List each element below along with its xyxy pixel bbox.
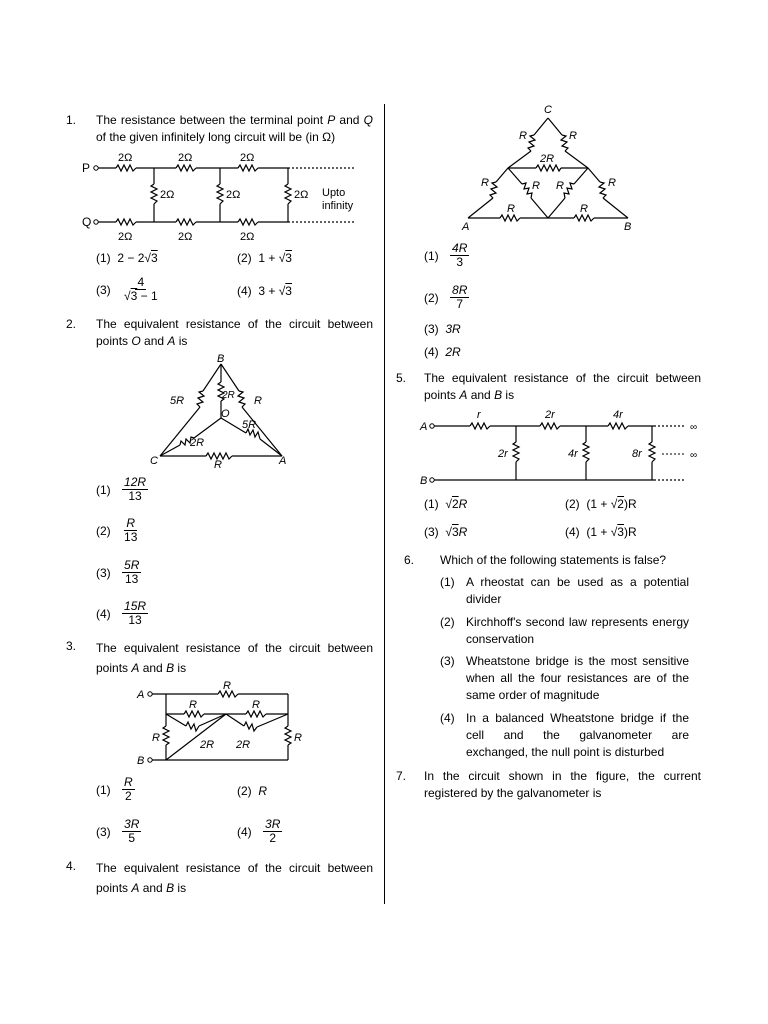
q5-option-4 <box>565 525 637 539</box>
q3-option-3-numerator: 3R <box>124 817 140 831</box>
sqrt-icon: √ <box>610 525 618 539</box>
q3-text <box>96 638 373 678</box>
q1-option-3-den-tail: − 1 <box>137 289 158 303</box>
q2-option-3 <box>96 559 141 586</box>
q2-option-4-label: (4) <box>96 606 111 621</box>
q2-option-3-fraction <box>122 559 141 586</box>
q2-option-4-fraction <box>122 600 148 627</box>
q3-circuit-figure <box>134 680 304 770</box>
q1-fig-r-shunt-2: 2Ω <box>226 189 241 201</box>
q4-fig-node-b: B <box>624 221 632 233</box>
q3-text-a: The equivalent resistance of the circuit between points <box>96 641 373 675</box>
q2-text-c: is <box>175 334 188 348</box>
q6-option-3-label: (3) <box>440 654 455 668</box>
q1-option-3-denominator <box>122 290 160 303</box>
q3-option-4-numerator: 3R <box>265 817 281 831</box>
q2-text-a: The equivalent resistance of the circuit between points <box>96 317 373 348</box>
q1-ladder-circuit-figure <box>80 146 370 242</box>
q1-fig-r-shunt-3: 2Ω <box>294 189 309 201</box>
q2-option-1-denominator: 13 <box>128 489 142 503</box>
q4-option-2-fraction <box>450 284 469 311</box>
q5-option-1-label: (1) <box>424 497 439 511</box>
q3-option-4-fraction <box>263 818 282 845</box>
q2-fig-r-ba: R <box>254 395 262 407</box>
q6-text: Which of the following statements is false? <box>440 553 667 567</box>
q5-option-4-prefix: (1 + <box>586 525 611 539</box>
q2-option-2-numerator: R <box>126 516 136 530</box>
q6-option-3-text: Wheatstone bridge is the most sensitive when all the four resistances are of the same order of magnitude <box>466 654 689 702</box>
q3-fig-terminal-b: B <box>137 755 145 767</box>
q3-option-3-denominator: 5 <box>128 831 136 845</box>
q3-option-3 <box>96 818 141 845</box>
q5-option-1 <box>424 497 467 511</box>
q1-option-2 <box>237 251 292 265</box>
q3-option-1-label: (1) <box>96 782 111 797</box>
q6-number: 6. <box>404 553 415 567</box>
q3-text-a-point: A <box>131 661 140 675</box>
q1-option-1-value-a: 2 − 2 <box>117 251 145 265</box>
q4-option-4 <box>424 345 461 359</box>
q5-option-3-unit: R <box>458 525 468 539</box>
q7-text: In the circuit shown in the figure, the current registered by the galvanometer is <box>424 769 701 800</box>
q5-fig-terminal-b: B <box>420 475 428 487</box>
q3-option-2 <box>237 784 267 798</box>
q5-fig-r-shunt-3: 8r <box>632 448 642 460</box>
q3-text-b: and <box>139 661 167 675</box>
q4-number: 4. <box>66 859 77 873</box>
q4-option-3-value: 3R <box>445 322 461 336</box>
q3-option-1-denominator: 2 <box>125 789 132 803</box>
column-divider <box>384 104 385 904</box>
q1-fig-r-bottom-3: 2Ω <box>240 231 255 242</box>
q1-fig-r-shunt-1: 2Ω <box>160 189 175 201</box>
q4-option-1 <box>424 242 469 269</box>
q5-fig-r-shunt-2: 4r <box>568 448 578 460</box>
q2-fig-node-a: A <box>279 455 287 467</box>
q4-text-a: The equivalent resistance of the circuit between points <box>96 861 373 895</box>
q4-option-1-label: (1) <box>424 248 439 263</box>
q1-option-3-fraction <box>122 276 160 303</box>
q1-text-c: of the given infinitely long circuit will be (in Ω) <box>96 130 336 144</box>
q4-fig-r-cl: R <box>519 130 527 142</box>
q2-text-b: and <box>140 334 168 348</box>
q5-option-2-suffix: )R <box>623 497 637 511</box>
q4-fig-r-rm: R <box>556 180 564 192</box>
q1-fig-terminal-p: P <box>82 161 91 175</box>
q3-text-b-point: B <box>166 661 175 675</box>
q3-fig-r-mid-right: R <box>252 699 260 711</box>
q4-fig-r-lr: 2R <box>540 153 555 165</box>
q4-option-2-label: (2) <box>424 290 439 305</box>
q4-text <box>96 858 373 898</box>
q3-fig-r-diag-right: 2R <box>236 739 251 751</box>
q2-option-2 <box>96 517 139 544</box>
q6-option-1-label: (1) <box>440 575 455 589</box>
sqrt-icon: √ <box>445 497 452 511</box>
q1-option-3-label: (3) <box>96 282 111 297</box>
q2-fig-r-bo: 2R <box>222 390 235 401</box>
q5-fig-r-series-2: 2r <box>545 409 555 421</box>
q1-fig-infinity-label: infinity <box>322 200 354 212</box>
q5-text-a: The equivalent resistance of the circuit between points <box>424 371 701 402</box>
q1-fig-r-top-1: 2Ω <box>118 152 133 164</box>
q1-option-4-value-b: 3 <box>285 284 292 298</box>
q2-option-1-label: (1) <box>96 482 111 497</box>
q2-option-3-label: (3) <box>96 565 111 580</box>
q4-option-4-label: (4) <box>424 345 439 359</box>
sqrt-icon: √ <box>144 251 151 265</box>
q3-text-c: is <box>174 661 187 675</box>
sqrt-icon: √ <box>278 251 286 265</box>
q4-fig-r-cr: R <box>569 130 577 142</box>
q2-option-3-denominator: 13 <box>125 572 139 586</box>
q5-option-2-label: (2) <box>565 497 580 511</box>
q4-text-c: is <box>174 881 187 895</box>
q2-text <box>96 316 373 350</box>
q2-text-a-point: A <box>167 334 176 348</box>
q5-text-b-point: B <box>494 388 503 402</box>
q1-option-3 <box>96 276 160 303</box>
q5-fig-infinity-bottom: ∞ <box>690 450 698 461</box>
q5-text-b: and <box>467 388 495 402</box>
q3-fig-r-mid-left: R <box>189 699 197 711</box>
q1-option-4 <box>237 284 292 298</box>
q2-triangle-circuit-figure <box>148 352 294 468</box>
q1-option-2-label: (2) <box>237 251 252 265</box>
q1-fig-r-top-3: 2Ω <box>240 152 255 164</box>
q2-option-2-fraction <box>122 517 139 544</box>
q2-fig-r-oa: 5R <box>242 419 257 431</box>
q1-fig-r-bottom-1: 2Ω <box>118 231 133 242</box>
q4-text-b: and <box>139 881 167 895</box>
q1-option-3-numerator: 4 <box>137 275 145 289</box>
q5-option-4-suffix: )R <box>623 525 637 539</box>
q2-option-2-label: (2) <box>96 523 111 538</box>
q1-option-4-value-a: 3 + <box>258 284 279 298</box>
q1-text <box>96 112 373 146</box>
q4-fig-r-la: R <box>481 177 489 189</box>
q1-option-3-den-root: 3 <box>130 289 138 303</box>
sqrt-icon: √ <box>445 525 452 539</box>
q5-fig-infinity-top: ∞ <box>690 422 698 433</box>
q1-fig-r-top-2: 2Ω <box>178 152 193 164</box>
q2-fig-node-o: O <box>221 408 230 420</box>
q5-fig-r-series-3: 4r <box>613 409 623 421</box>
q5-number: 5. <box>396 371 407 385</box>
q3-option-3-label: (3) <box>96 824 111 839</box>
q4-triangle-circuit-figure <box>458 102 638 234</box>
q6-option-4-text: In a balanced Wheatstone bridge if the cell and the galvanometer are exchanged, the null point is disturbed <box>466 711 689 759</box>
sqrt-icon: √ <box>278 284 286 298</box>
q5-fig-r-series-1: r <box>477 409 481 421</box>
q2-option-4 <box>96 600 148 627</box>
q5-option-2-root: 2 <box>617 497 624 511</box>
q1-option-1-label: (1) <box>96 251 111 265</box>
q5-option-3 <box>424 525 467 539</box>
q4-option-4-value: 2R <box>445 345 461 359</box>
q1-text-b: and <box>335 113 364 127</box>
q5-option-3-label: (3) <box>424 525 439 539</box>
q1-fig-upto-label: Upto <box>322 187 346 199</box>
q1-option-1 <box>96 251 158 265</box>
q5-fig-r-shunt-1: 2r <box>498 448 508 460</box>
q1-option-2-value-b: 3 <box>285 251 292 265</box>
q2-option-4-numerator: 15R <box>124 599 147 613</box>
q5-text-c: is <box>502 388 515 402</box>
q2-option-1-fraction <box>122 476 148 503</box>
q1-option-4-label: (4) <box>237 284 252 298</box>
q5-option-1-unit: R <box>458 497 468 511</box>
q4-text-a-point: A <box>131 881 140 895</box>
q3-option-1-fraction <box>122 776 135 803</box>
q5-option-4-label: (4) <box>565 525 580 539</box>
q3-number: 3. <box>66 639 77 653</box>
q1-text-a: The resistance between the terminal point <box>96 113 328 127</box>
q2-option-2-denominator: 13 <box>124 530 138 544</box>
q5-text-a-point: A <box>459 388 468 402</box>
q3-option-3-fraction <box>122 818 141 845</box>
q5-option-2 <box>565 497 637 511</box>
q4-option-1-fraction <box>450 242 469 269</box>
q3-option-2-value: R <box>258 784 268 798</box>
q7-number: 7. <box>396 769 407 783</box>
q1-number: 1. <box>66 113 77 127</box>
q4-option-1-denominator: 3 <box>456 255 464 269</box>
q5-option-3-root: 3 <box>451 525 459 539</box>
q5-fig-terminal-a: A <box>420 421 428 433</box>
q5-option-4-root: 3 <box>617 525 624 539</box>
q1-fig-r-bottom-2: 2Ω <box>178 231 193 242</box>
q4-fig-r-rb: R <box>608 177 616 189</box>
q4-fig-r-am: R <box>507 203 515 215</box>
q6-option-2-label: (2) <box>440 615 455 629</box>
sqrt-icon: √ <box>124 289 131 303</box>
q2-fig-node-b: B <box>217 353 225 365</box>
q2-fig-node-c: C <box>150 455 158 467</box>
q6-option-2-text: Kirchhoff's second law represents energy conservation <box>466 615 689 646</box>
q4-option-2-numerator: 8R <box>452 283 468 297</box>
q2-number: 2. <box>66 317 77 331</box>
q4-option-1-numerator: 4R <box>452 241 468 255</box>
q3-fig-r-top: R <box>223 680 231 692</box>
q2-text-o: O <box>131 334 141 348</box>
q3-fig-r-right: R <box>294 732 302 744</box>
q5-option-2-prefix: (1 + <box>586 497 611 511</box>
q4-fig-node-c: C <box>544 104 552 116</box>
q4-option-3-label: (3) <box>424 322 439 336</box>
q4-fig-r-lm: R <box>532 180 540 192</box>
q1-option-2-value-a: 1 + <box>258 251 279 265</box>
q3-option-4-denominator: 2 <box>269 831 277 845</box>
sqrt-icon: √ <box>610 497 618 511</box>
q2-option-1-numerator: 12R <box>124 475 147 489</box>
q2-option-4-denominator: 13 <box>128 613 142 627</box>
q2-fig-r-bc: 5R <box>170 395 185 407</box>
q2-fig-r-ca: R <box>214 459 222 468</box>
q3-option-2-label: (2) <box>237 784 252 798</box>
q2-fig-r-co: 2R <box>190 437 205 449</box>
q1-fig-terminal-q: Q <box>82 215 92 229</box>
q5-text <box>424 370 701 404</box>
q4-option-2 <box>424 284 469 311</box>
q3-fig-terminal-a: A <box>137 689 145 701</box>
q3-option-1 <box>96 776 135 803</box>
q6-option-1-text: A rheostat can be used as a potential divider <box>466 575 689 606</box>
q6-option-4-label: (4) <box>440 711 455 725</box>
q3-option-4-label: (4) <box>237 824 252 839</box>
q4-fig-node-a: A <box>462 221 470 233</box>
q3-fig-r-left: R <box>152 732 160 744</box>
q1-option-1-value-b: 3 <box>150 251 158 265</box>
q4-text-b-point: B <box>166 881 175 895</box>
q5-option-1-root: 2 <box>451 497 459 511</box>
q5-ladder-circuit-figure <box>418 406 706 488</box>
q4-fig-r-mb: R <box>580 203 588 215</box>
q2-option-1 <box>96 476 148 503</box>
q4-option-2-denominator: 7 <box>456 297 464 311</box>
q1-text-q: Q <box>363 113 373 127</box>
q2-option-3-numerator: 5R <box>124 558 140 572</box>
q4-option-3 <box>424 322 461 336</box>
q3-option-4 <box>237 818 282 845</box>
q3-option-1-numerator: R <box>124 775 133 789</box>
q1-text-p: P <box>327 113 336 127</box>
q3-fig-r-diag-left: 2R <box>200 739 215 751</box>
